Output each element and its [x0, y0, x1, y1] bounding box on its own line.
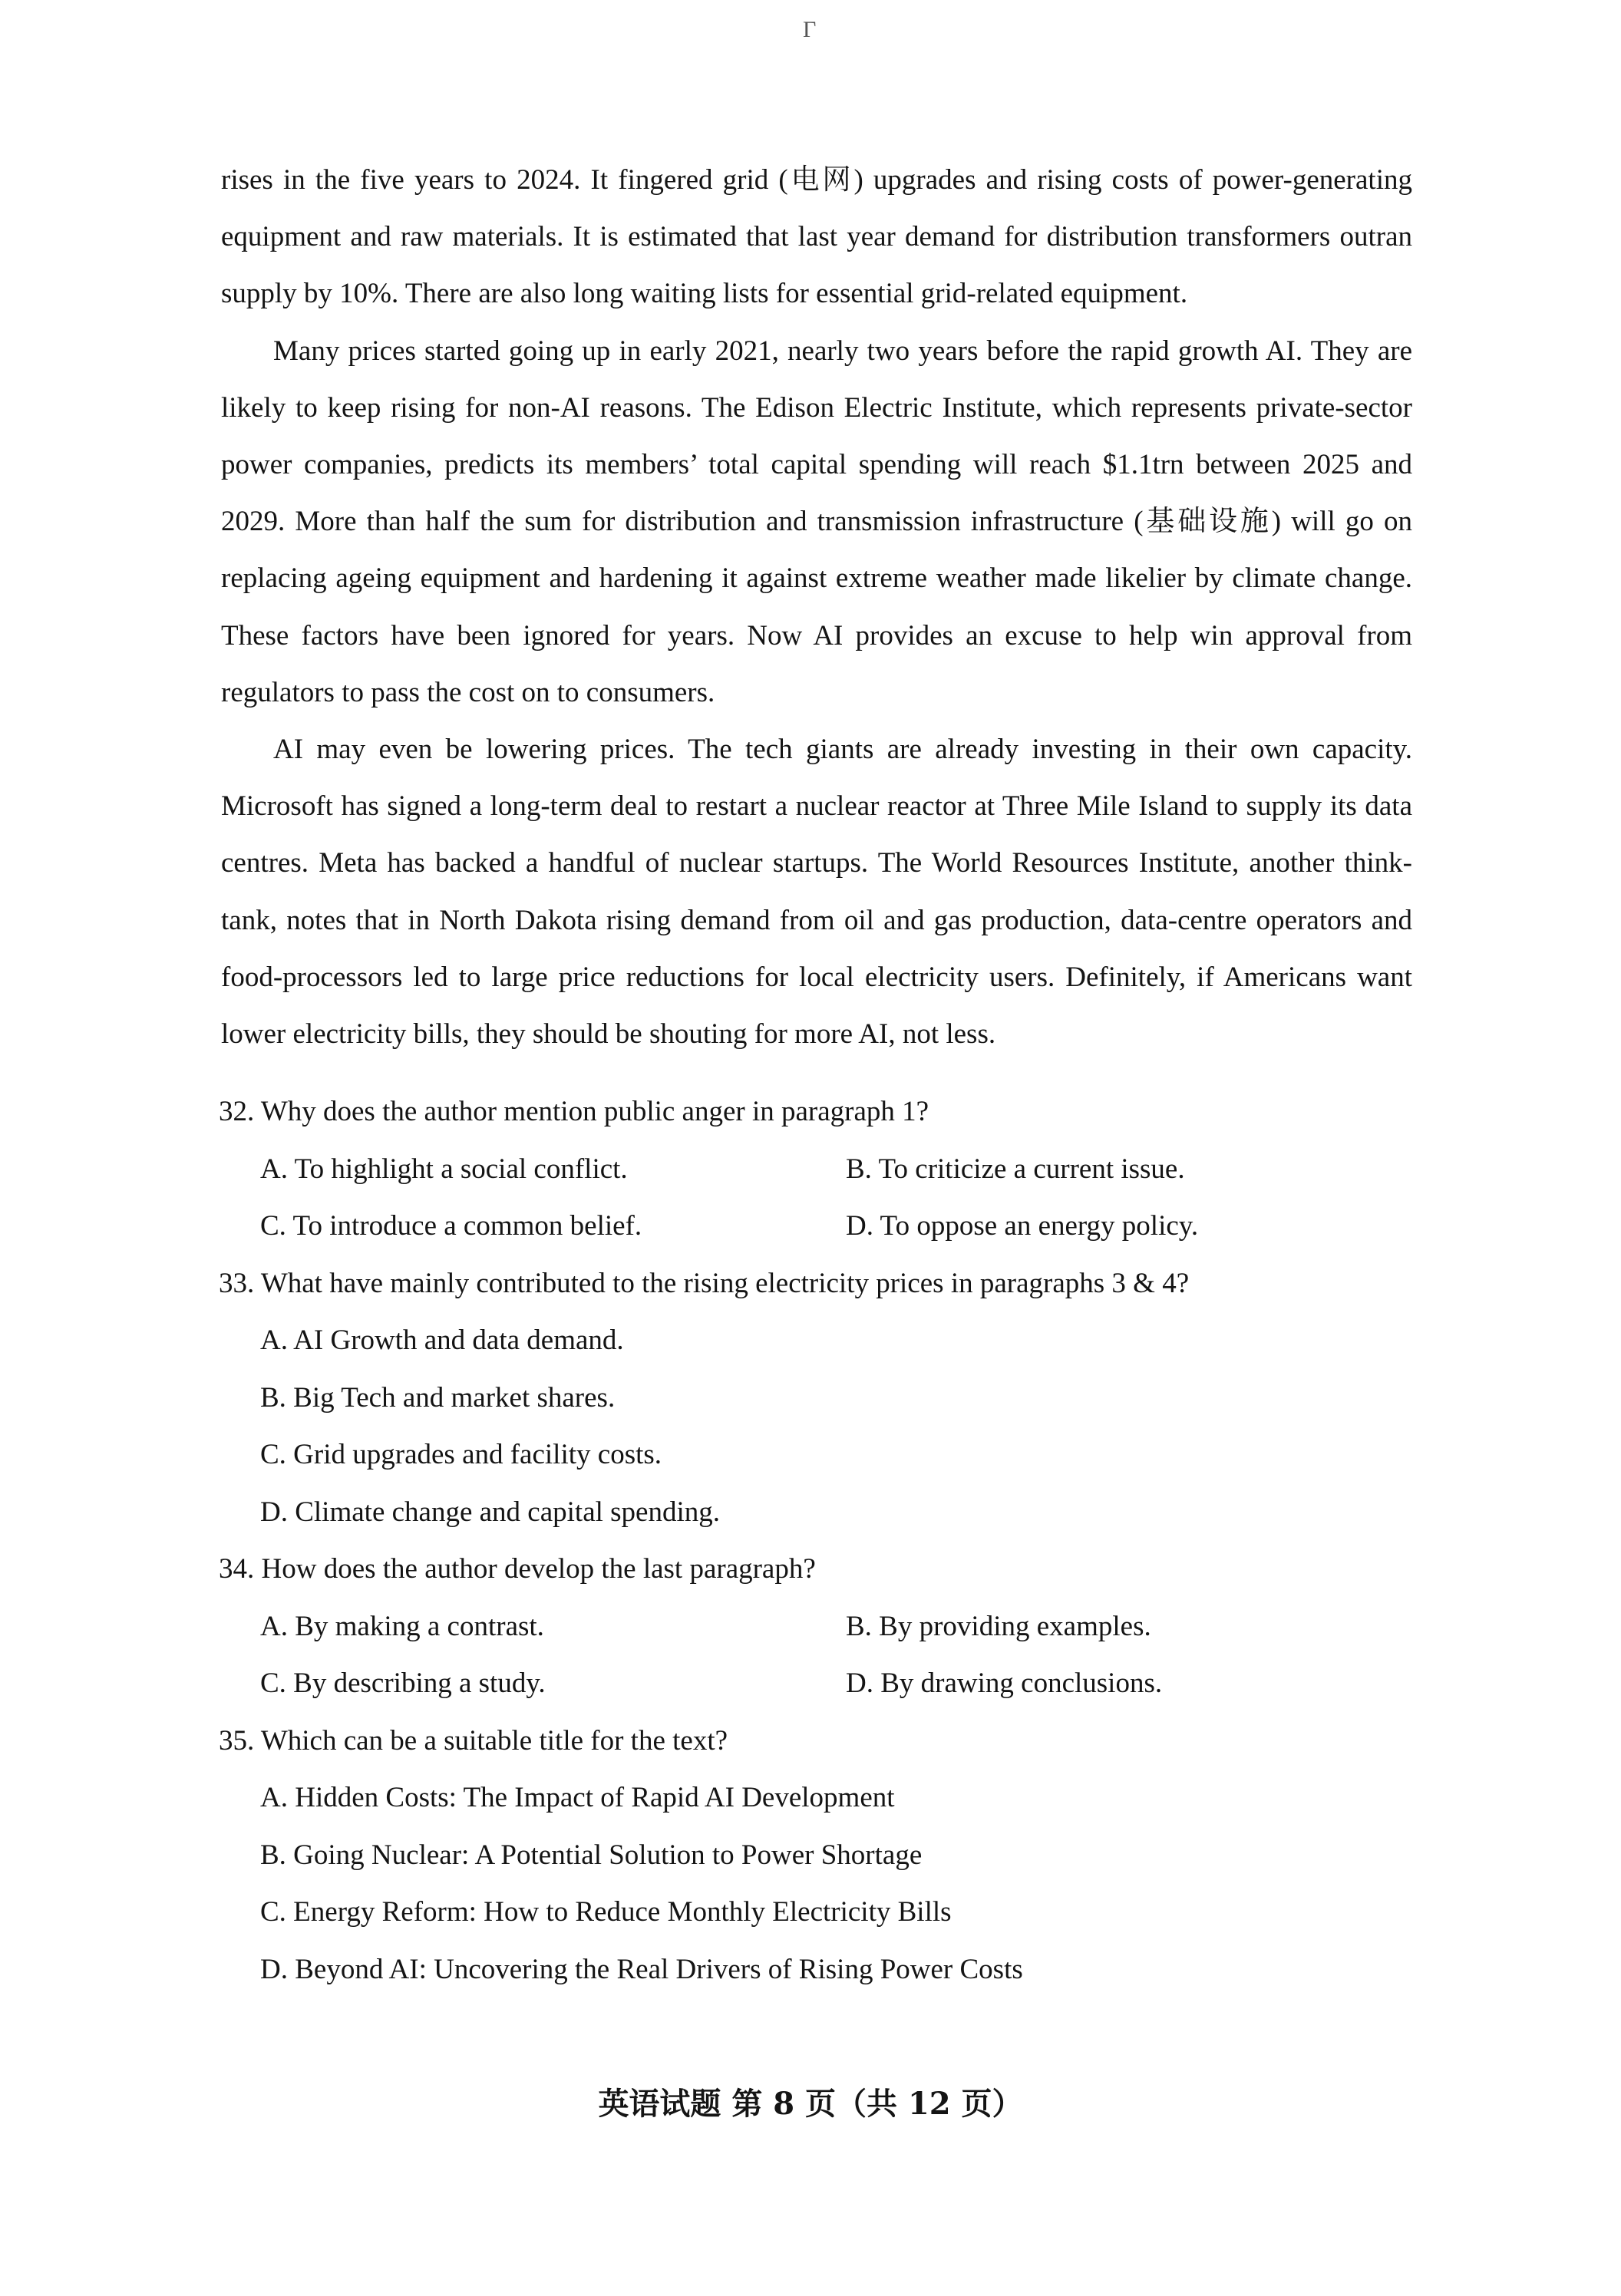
option-row [219, 1141, 1416, 1199]
paragraph: Many prices started going up in early 2021, nearly two years before the rapid growth AI. They are likely to keep rising for non-AI reasons. The Edison Electric Institute, which represents private-sector power companies, predicts its members’ total capital spending will reach $1.1trn between 2025 and 2029. More than half the sum for distribution and transmission infrastructure (基础设施) will go on replacing ageing equipment and hardening it against extreme weather made likelier by climate change. These factors have been ignored for years. Now AI provides an excuse to help win approval from regulators to pass the cost on to consumers. [221, 335, 1412, 708]
page-footer: 英语试题 第 8 页（共 12 页） [598, 2086, 1023, 2122]
option-b: B. Going Nuclear: A Potential Solution to Power Shortage [260, 1839, 923, 1871]
page-corner-mark: Γ [803, 17, 817, 42]
option-a: A. Hidden Costs: The Impact of Rapid AI Development [260, 1782, 895, 1813]
question-stem: 32. Why does the author mention public anger in paragraph 1? [219, 1096, 929, 1127]
question-stem: 33. What have mainly contributed to the rising electricity prices in paragraphs 3 & 4? [219, 1267, 1190, 1299]
option-c: C. Energy Reform: How to Reduce Monthly Electricity Bills [260, 1896, 952, 1928]
option-a: A. AI Growth and data demand. [260, 1324, 624, 1356]
question-stem: 34. How does the author develop the last paragraph? [219, 1553, 816, 1585]
option-d: D. By drawing conclusions. [846, 1668, 1163, 1699]
question-list [219, 1084, 1416, 1998]
option-d: D. To oppose an energy policy. [846, 1210, 1199, 1242]
option-c: C. By describing a study. [260, 1668, 546, 1699]
paragraph: AI may even be lowering prices. The tech giants are already investing in their own capacity. Microsoft has signed a long-term deal to restart a nuclear reactor at Three Mile Island to supply its data centres. Meta has backed a handful of nuclear startups. The World Resources Institute, another think-tank, notes that in North Dakota rising demand from oil and gas production, data-centre operators and food-processors led to large price reductions for local electricity users. Definitely, if Americans want lower electricity bills, they should be shouting for more AI, not less. [221, 734, 1412, 1051]
option-a: A. To highlight a social conflict. [260, 1153, 628, 1185]
option-a: A. By making a contrast. [260, 1610, 544, 1642]
reading-passage [221, 152, 1412, 1063]
paragraph: rises in the five years to 2024. It fingered grid (电网) upgrades and rising costs of power-generating equipment and raw materials. It is estimated that last year demand for distribution transformers outran supply by 10%. There are also long waiting lists for essential grid-related equipment. [221, 164, 1412, 310]
option-d: D. Climate change and capital spending. [260, 1496, 721, 1528]
option-b: B. To criticize a current issue. [846, 1153, 1185, 1185]
option-row [219, 1198, 1416, 1255]
option-row [219, 1655, 1416, 1713]
option-b: B. By providing examples. [846, 1610, 1151, 1642]
option-c: C. To introduce a common belief. [260, 1210, 642, 1242]
question-stem: 35. Which can be a suitable title for the text? [219, 1724, 728, 1757]
option-row [219, 1598, 1416, 1656]
option-c: C. Grid upgrades and facility costs. [260, 1439, 662, 1470]
option-d: D. Beyond AI: Uncovering the Real Drivers of Rising Power Costs [260, 1953, 1023, 1985]
option-b: B. Big Tech and market shares. [260, 1381, 616, 1414]
